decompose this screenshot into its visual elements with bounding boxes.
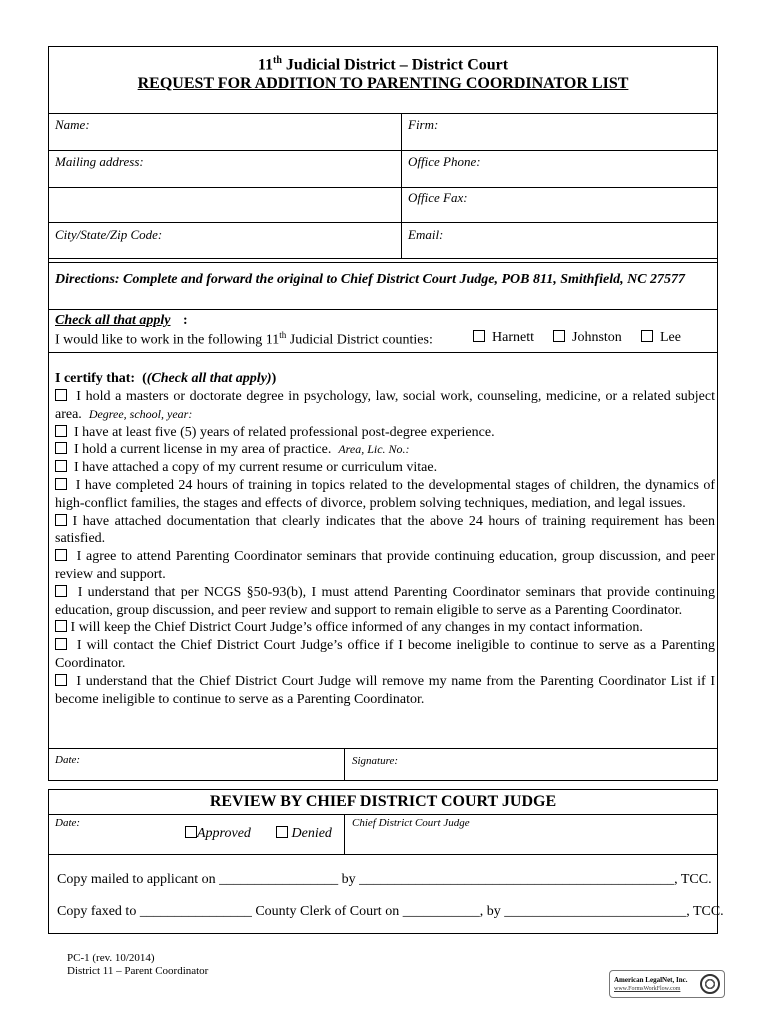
- checkbox[interactable]: [55, 389, 67, 401]
- copy-mailed-line: Copy mailed to applicant on _________________ by _____________________________________________, TCC.: [57, 872, 712, 887]
- divider: [49, 352, 717, 353]
- certify-item[interactable]: I have at least five (5) years of related professional post-degree experience.: [55, 424, 715, 442]
- divider: [49, 854, 717, 855]
- checkbox[interactable]: [55, 460, 67, 472]
- signature-field[interactable]: Signature:: [352, 755, 399, 767]
- mailing-address-field[interactable]: Mailing address:: [55, 154, 144, 169]
- form-number: PC-1 (rev. 10/2014): [67, 952, 155, 964]
- county-option-harnett[interactable]: Harnett: [473, 330, 534, 346]
- denied-option[interactable]: Denied: [276, 826, 332, 842]
- divider: [401, 113, 402, 258]
- divider: [49, 113, 717, 114]
- certify-item[interactable]: I have completed 24 hours of training in topics related to the developmental stages of children, the dynamics of high-conflict families, the stages and effects of divorce, problem solving techniques, mediation, and legal issues.: [55, 477, 715, 511]
- certify-note: (Check all that apply): [146, 371, 272, 386]
- judge-signature-field[interactable]: Chief District Court Judge: [352, 817, 470, 829]
- check-all-heading: Check all that apply: [55, 313, 171, 328]
- checkbox[interactable]: [641, 330, 653, 342]
- checkbox[interactable]: [553, 330, 565, 342]
- certify-item[interactable]: I understand that the Chief District Court Judge will remove my name from the Parenting Coordinator List if I become ineligible to continue to serve as a Parenting Coordinator.: [55, 673, 716, 707]
- seal-icon: [700, 974, 720, 994]
- office-phone-field[interactable]: Office Phone:: [408, 154, 481, 169]
- certify-heading: I certify that: ((Check all that apply)): [55, 371, 277, 386]
- review-title: REVIEW BY CHIEF DISTRICT COURT JUDGE: [209, 793, 557, 810]
- divider: [49, 748, 717, 749]
- divider: [49, 814, 717, 815]
- divider: [49, 150, 717, 151]
- checkbox[interactable]: [185, 826, 197, 838]
- certify-item[interactable]: I hold a current license in my area of practice. Area, Lic. No.:: [55, 441, 715, 459]
- checkbox[interactable]: [55, 442, 67, 454]
- divider: [49, 309, 717, 310]
- firm-field[interactable]: Firm:: [408, 117, 439, 132]
- checkbox[interactable]: [473, 330, 485, 342]
- review-date-field[interactable]: Date:: [55, 817, 81, 829]
- certify-item[interactable]: I hold a masters or doctorate degree in psychology, law, social work, counseling, medicine, or a related subject area. Degree, school, year:: [55, 389, 715, 422]
- logo-name: American LegalNet, Inc.: [614, 976, 688, 984]
- checkbox[interactable]: [55, 620, 67, 632]
- divider: [49, 222, 717, 223]
- county-option-johnston[interactable]: Johnston: [553, 330, 622, 346]
- checkbox[interactable]: [55, 478, 67, 490]
- checkbox[interactable]: [55, 638, 67, 650]
- approved-option[interactable]: Approved: [185, 826, 251, 842]
- checkbox[interactable]: [55, 514, 67, 526]
- divider: [49, 187, 717, 188]
- checkbox[interactable]: [276, 826, 288, 838]
- checkbox[interactable]: [55, 585, 67, 597]
- certify-list: [55, 388, 715, 708]
- publisher-logo: [609, 970, 725, 998]
- certify-item[interactable]: I have attached a copy of my current resume or curriculum vitae.: [55, 459, 715, 477]
- logo-url[interactable]: www.FormsWorkFlow.com: [614, 986, 681, 992]
- office-fax-field[interactable]: Office Fax:: [408, 190, 468, 205]
- city-state-zip-field[interactable]: City/State/Zip Code:: [55, 227, 163, 242]
- copy-faxed-line: Copy faxed to ________________ County Clerk of Court on ___________, by __________________________, TCC.: [57, 904, 724, 919]
- checkbox[interactable]: [55, 674, 67, 686]
- certify-item[interactable]: I understand that per NCGS §50-93(b), I must attend Parenting Coordinator seminars that provide continuing education, group discussion, and peer review and support to remain eligible to serve as a Parenting Coordinator.: [55, 584, 716, 618]
- name-field[interactable]: Name:: [55, 117, 90, 132]
- county-option-lee[interactable]: Lee: [641, 330, 681, 346]
- date-field[interactable]: Date:: [55, 754, 81, 766]
- divider: [344, 814, 345, 854]
- divider: [49, 262, 717, 263]
- court-title: 11th Judicial District – District Court: [257, 55, 509, 74]
- certify-item[interactable]: I will contact the Chief District Court Judge’s office if I become ineligible to continue to serve as a Parenting Coordinator.: [55, 638, 715, 671]
- email-field[interactable]: Email:: [408, 227, 444, 242]
- certify-item[interactable]: I have attached documentation that clearly indicates that the above 24 hours of training requirement has been satisfied.: [55, 513, 716, 547]
- directions-text: Directions: Complete and forward the original to Chief District Court Judge, POB 811, Smithfield, NC 27577: [55, 272, 686, 287]
- checkbox[interactable]: [55, 425, 67, 437]
- form-title: REQUEST FOR ADDITION TO PARENTING COORDINATOR LIST: [137, 75, 629, 92]
- check-all-colon: :: [183, 313, 188, 328]
- divider: [344, 748, 345, 781]
- certify-item[interactable]: I will keep the Chief District Court Judge’s office informed of any changes in my contact information.: [55, 619, 715, 637]
- certify-item[interactable]: I agree to attend Parenting Coordinator seminars that provide continuing education, group discussion, and peer review and support.: [55, 549, 715, 582]
- form-district: District 11 – Parent Coordinator: [67, 965, 209, 977]
- checkbox[interactable]: [55, 549, 67, 561]
- counties-prompt: I would like to work in the following 11th Judicial District counties:: [55, 330, 433, 348]
- divider: [49, 258, 717, 259]
